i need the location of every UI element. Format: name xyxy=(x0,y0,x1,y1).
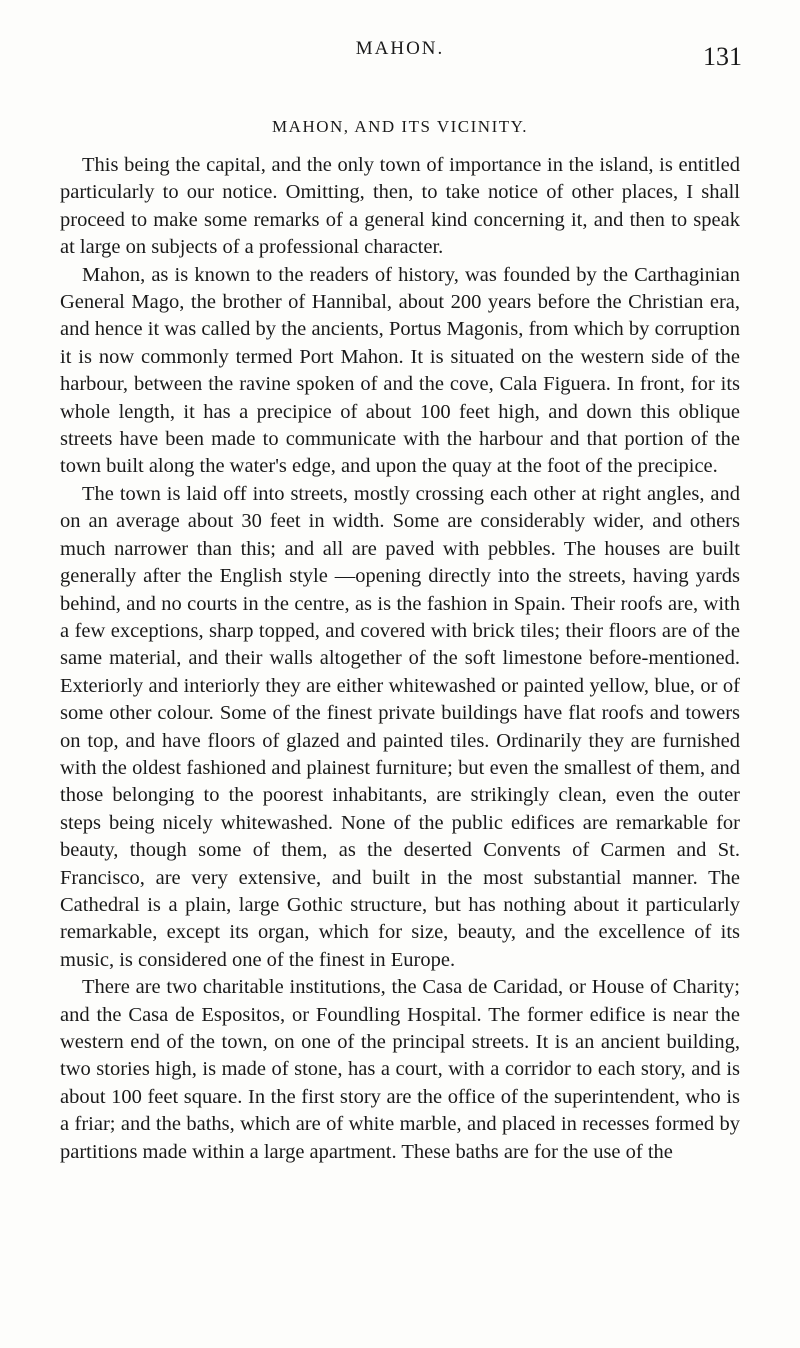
running-head xyxy=(0,36,800,71)
paragraph: The town is laid off into streets, mostly crossing each other at right angles, and on an average about 30 feet in width. Some are considerably wider, and others much narrower than this; and all are paved with pebbles. The houses are built generally after the English style —opening directly into the streets, having yards behind, and no courts in the centre, as is the fashion in Spain. Their roofs are, with a few exceptions, sharp topped, and covered with brick tiles; their floors are of the same material, and their walls altogether of the soft limestone before-mentioned. Exteriorly and interiorly they are either whitewashed or painted yellow, blue, or of some other colour. Some of the finest private buildings have flat roofs and towers on top, and have floors of glazed and painted tiles. Ordinarily they are furnished with the oldest fashioned and plainest furniture; but even the smallest of them, and those belonging to the poorest inhabitants, are strikingly clean, even the outer steps being nicely whitewashed. None of the public edifices are remarkable for beauty, though some of them, as the deserted Convents of Carmen and St. Francisco, are very extensive, and built in the most substantial manner. The Cathedral is a plain, large Gothic structure, but has nothing about it particularly remarkable, except its organ, which for size, beauty, and the excellence of its music, is considered one of the finest in Europe. xyxy=(60,482,740,971)
section-heading: MAHON, AND ITS VICINITY. xyxy=(272,117,528,136)
body-text xyxy=(60,152,740,1166)
paragraph: This being the capital, and the only town of importance in the island, is entitled particularly to our notice. Omitting, then, to take notice of other places, I shall proceed to make some remarks of a general kind concerning it, and then to speak at large on subjects of a professional character. xyxy=(60,154,740,259)
paragraph: There are two charitable institutions, the Casa de Caridad, or House of Charity; and the Casa de Espositos, or Foundling Hospital. The former edifice is near the western end of the town, on one of the principal streets. It is an ancient building, two stories high, is made of stone, has a court, with a corridor to each story, and is about 100 feet square. In the first story are the office of the superintendent, who is a friar; and the baths, which are of white marble, and placed in recesses formed by partitions made within a large apartment. These baths are for the use of the xyxy=(60,976,740,1163)
running-title: MAHON. xyxy=(355,38,445,59)
paragraph: Mahon, as is known to the readers of history, was founded by the Carthaginian General Mago, the brother of Hannibal, about 200 years before the Christian era, and hence it was called by the ancients, Portus Magonis, from which by corruption it is now commonly termed Port Mahon. It is situated on the western side of the harbour, between the ravine spoken of and the cove, Cala Figuera. In front, for its whole length, it has a precipice of about 100 feet high, and down this oblique streets have been made to communicate with the harbour and that portion of the town built along the water's edge, and upon the quay at the foot of the precipice. xyxy=(60,263,740,478)
page-number: 131 xyxy=(703,42,742,71)
